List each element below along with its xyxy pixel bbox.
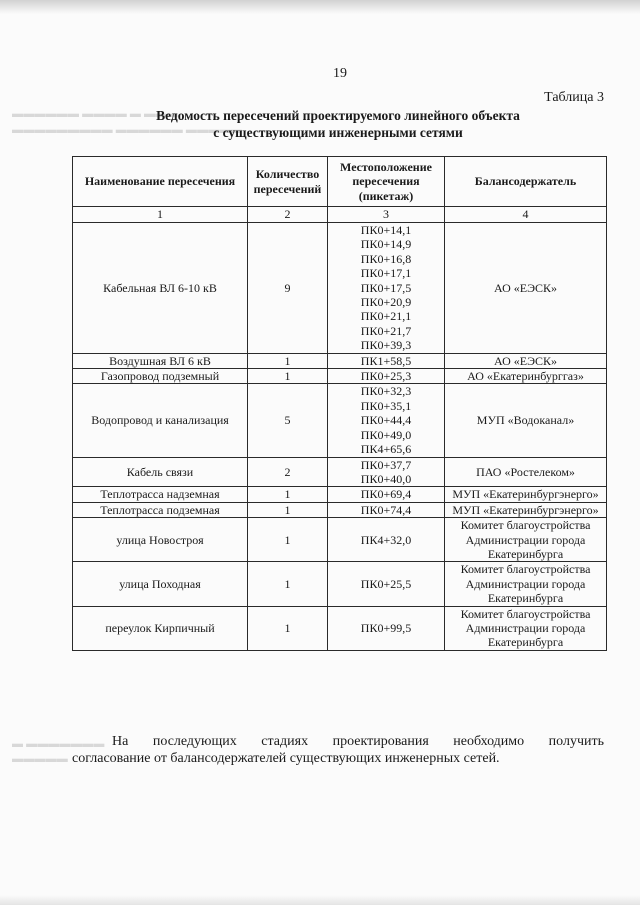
column-number: 2 — [248, 207, 328, 223]
crossing-owner — [445, 457, 607, 487]
picket-value: ПК0+25,5 — [360, 576, 412, 591]
column-number: 4 — [445, 207, 607, 223]
crossing-name: Газопровод подземный — [73, 369, 248, 384]
picket-value: ПК0+44,4 — [360, 413, 412, 428]
crossing-count: 1 — [248, 518, 328, 562]
picket-value: ПК0+21,7 — [360, 323, 412, 338]
crossing-count: 1 — [248, 353, 328, 368]
scan-edge-top — [0, 0, 640, 14]
crossing-count: 1 — [248, 562, 328, 606]
picket-value: ПК0+17,1 — [360, 266, 412, 281]
owner-line: АО «ЕЭСК» — [494, 280, 557, 295]
owner-line: Екатеринбурга — [487, 546, 564, 561]
crossing-location — [328, 223, 445, 354]
crossing-count: 1 — [248, 487, 328, 502]
crossing-owner — [445, 487, 607, 502]
picket-value: ПК0+32,3 — [360, 384, 412, 399]
picket-value: ПК0+14,1 — [360, 223, 412, 237]
crossing-count: 9 — [248, 223, 328, 354]
owner-line: МУП «Екатеринбургэнерго» — [452, 502, 599, 517]
crossing-name: Водопровод и канализация — [73, 384, 248, 457]
crossing-owner — [445, 223, 607, 354]
table-row — [73, 562, 607, 606]
picket-value: ПК4+32,0 — [360, 532, 412, 547]
document-title — [0, 107, 640, 141]
crossing-location — [328, 369, 445, 384]
crossing-name: улица Новостроя — [73, 518, 248, 562]
picket-value: ПК0+74,4 — [360, 502, 412, 517]
column-number: 1 — [73, 207, 248, 223]
bleed-through-artifact: ▬ ▬▬▬▬▬▬▬ — [12, 738, 105, 750]
owner-line: Комитет благоустройства — [460, 518, 591, 533]
crossing-owner — [445, 518, 607, 562]
picket-value: ПК1+58,5 — [360, 353, 412, 368]
owner-line: АО «ЕЭСК» — [494, 353, 557, 368]
picket-value: ПК0+39,3 — [360, 338, 412, 353]
footer-line-1: На последующих стадиях проектирования необходимо получить — [112, 734, 604, 749]
picket-value: ПК0+37,7 — [360, 457, 412, 472]
crossing-count: 1 — [248, 369, 328, 384]
table-body — [73, 223, 607, 651]
owner-line: Администрации города — [465, 576, 586, 591]
footer-note — [72, 733, 604, 767]
header-location: Местоположение пересечения (пикетаж) — [328, 157, 445, 207]
crossing-location — [328, 502, 445, 517]
owner-line: Администрации города — [465, 620, 586, 635]
picket-value: ПК4+65,6 — [360, 442, 412, 457]
table-row — [73, 223, 607, 354]
crossing-name: Кабель связи — [73, 457, 248, 487]
picket-value: ПК0+99,5 — [360, 620, 412, 635]
crossing-owner — [445, 562, 607, 606]
crossing-count: 5 — [248, 384, 328, 457]
table-row — [73, 606, 607, 650]
table-header-row — [73, 157, 607, 207]
picket-value: ПК0+20,9 — [360, 295, 412, 310]
owner-line: АО «Екатеринбурггаз» — [467, 369, 584, 384]
header-name: Наименование пересечения — [73, 157, 248, 207]
picket-value: ПК0+14,9 — [360, 237, 412, 252]
picket-value: ПК0+40,0 — [360, 471, 412, 486]
crossing-name: Теплотрасса подземная — [73, 502, 248, 517]
bleed-through-artifact: ▬▬▬▬▬▬▬▬▬ ▬▬▬▬▬▬ ▬▬▬▬▬ — [12, 124, 242, 136]
owner-line: ПАО «Ростелеком» — [476, 464, 575, 479]
table-label: Таблица 3 — [544, 90, 604, 105]
header-owner: Балансодержатель — [445, 157, 607, 207]
crossing-name: переулок Кирпичный — [73, 606, 248, 650]
crossing-owner — [445, 606, 607, 650]
crossing-owner — [445, 384, 607, 457]
owner-line: Екатеринбурга — [487, 635, 564, 650]
owner-line: МУП «Екатеринбургэнерго» — [452, 487, 599, 502]
picket-value: ПК0+17,5 — [360, 280, 412, 295]
picket-value: ПК0+35,1 — [360, 398, 412, 413]
crossing-location — [328, 384, 445, 457]
owner-line: МУП «Водоканал» — [476, 413, 575, 428]
crossing-location — [328, 606, 445, 650]
owner-line: Комитет благоустройства — [460, 606, 591, 621]
picket-value: ПК0+16,8 — [360, 251, 412, 266]
picket-value: ПК0+25,3 — [360, 369, 412, 384]
owner-line: Комитет благоустройства — [460, 562, 591, 577]
table-row — [73, 502, 607, 517]
crossing-count: 2 — [248, 457, 328, 487]
crossings-table — [72, 156, 607, 651]
owner-line: Администрации города — [465, 532, 586, 547]
column-number: 3 — [328, 207, 445, 223]
crossing-location — [328, 487, 445, 502]
crossing-count: 1 — [248, 502, 328, 517]
bleed-through-artifact: ▬▬▬▬▬ — [12, 753, 68, 765]
crossing-name: Воздушная ВЛ 6 кВ — [73, 353, 248, 368]
table-row — [73, 353, 607, 368]
crossing-name: Теплотрасса надземная — [73, 487, 248, 502]
table-row — [73, 518, 607, 562]
header-count: Количество пересечений — [248, 157, 328, 207]
title-line-1: Ведомость пересечений проектируемого линейного объекта — [156, 108, 520, 123]
owner-line: Екатеринбурга — [487, 591, 564, 606]
crossing-owner — [445, 502, 607, 517]
crossing-location — [328, 353, 445, 368]
crossing-count: 1 — [248, 606, 328, 650]
crossing-name: улица Походная — [73, 562, 248, 606]
column-number-row — [73, 207, 607, 223]
picket-value: ПК0+69,4 — [360, 487, 412, 502]
crossing-name: Кабельная ВЛ 6-10 кВ — [73, 223, 248, 354]
page-number: 19 — [333, 66, 347, 81]
table-row — [73, 457, 607, 487]
crossing-location — [328, 518, 445, 562]
crossing-location — [328, 457, 445, 487]
title-line-2: с существующими инженерными сетями — [213, 125, 463, 140]
crossing-owner — [445, 369, 607, 384]
picket-value: ПК0+49,0 — [360, 427, 412, 442]
table-row — [73, 384, 607, 457]
table-row — [73, 369, 607, 384]
table-row — [73, 487, 607, 502]
bleed-through-artifact: ▬▬▬▬▬▬ ▬▬▬▬ ▬ ▬▬▬ — [12, 108, 178, 120]
crossing-location — [328, 562, 445, 606]
crossing-owner — [445, 353, 607, 368]
footer-line-2: согласование от балансодержателей существующих инженерных сетей. — [72, 751, 500, 766]
picket-value: ПК0+21,1 — [360, 309, 412, 324]
scan-edge-bottom — [0, 895, 640, 905]
